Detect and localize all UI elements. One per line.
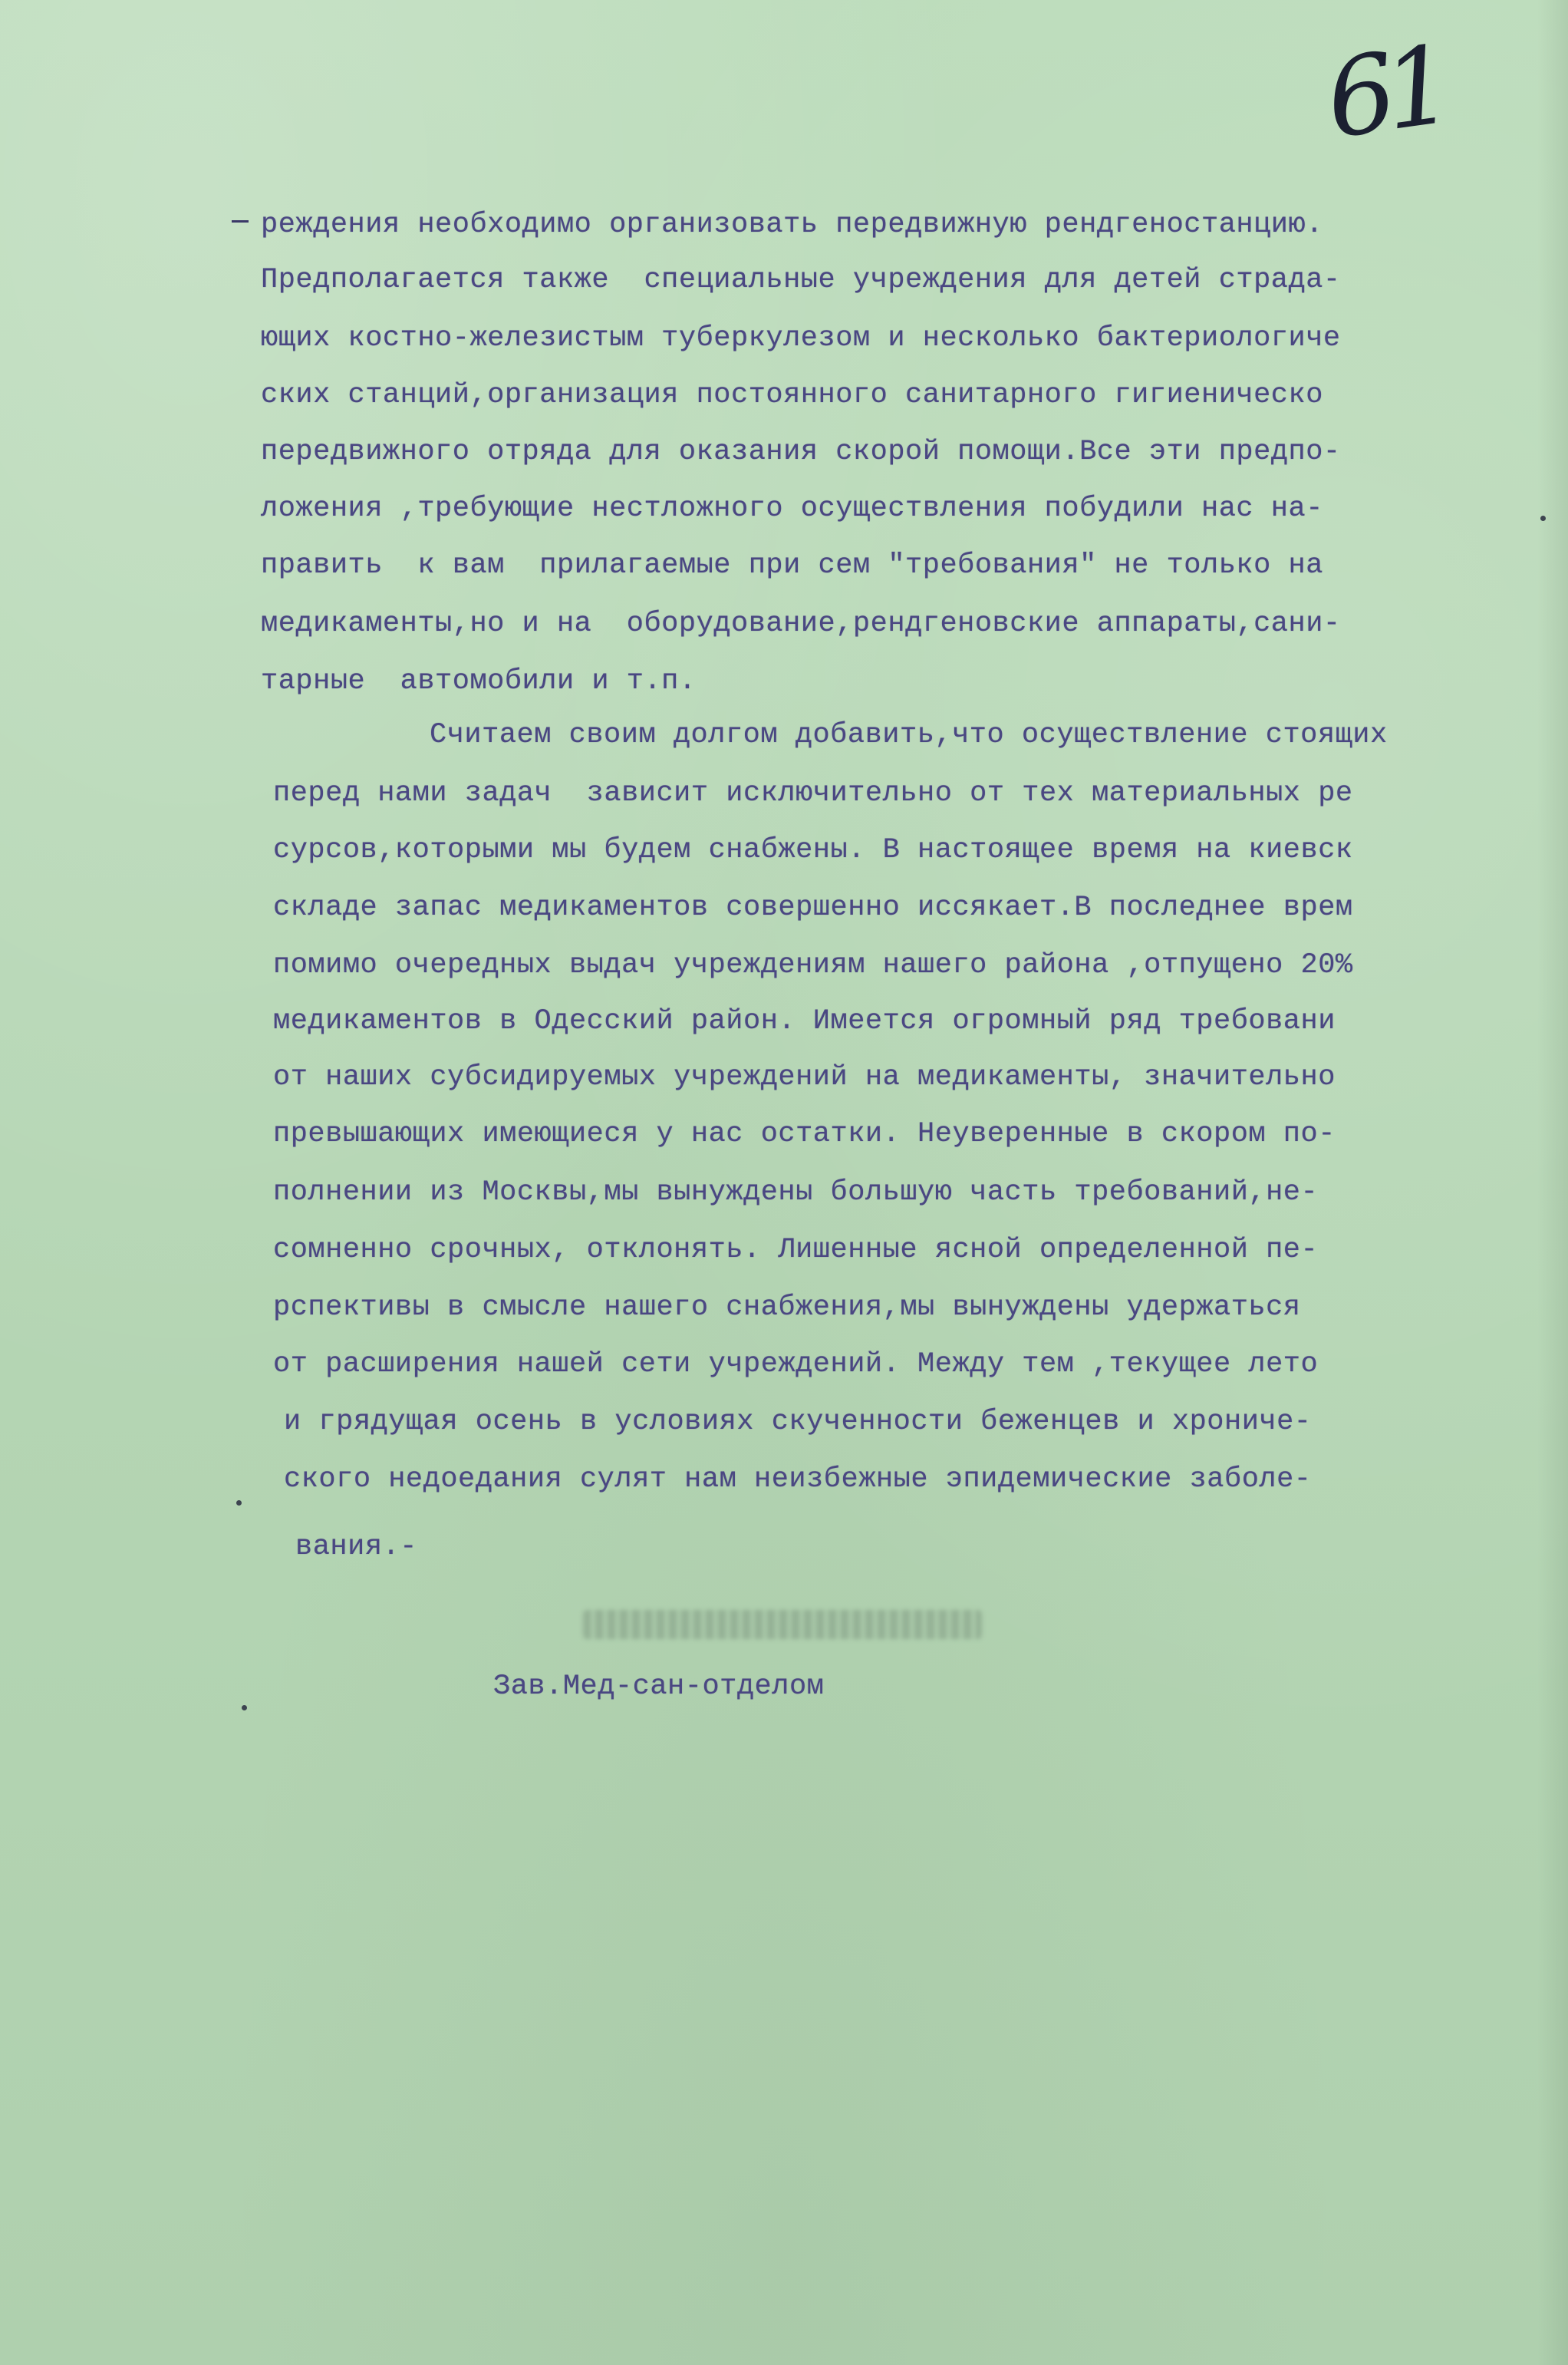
body-text-line: ских станций,организация постоянного санитарного гигиеническо <box>261 379 1323 411</box>
body-text-line: ского недоедания сулят нам неизбежные эпидемические заболе- <box>284 1463 1312 1496</box>
body-text-line: перед нами задач зависит исключительно от тех материальных ре <box>273 777 1353 810</box>
signature-line: Зав.Мед-сан-отделом <box>493 1671 825 1703</box>
body-text-line: и грядущая осень в условиях скученности беженцев и хрониче- <box>284 1406 1312 1438</box>
body-text-line: помимо очередных выдач учреждениям нашего района ,отпущено 20% <box>273 949 1353 981</box>
body-text-line: сурсов,которыми мы будем снабжены. В настоящее время на киевск <box>273 834 1353 866</box>
body-text-line: передвижного отряда для оказания скорой помощи.Все эти предпо- <box>261 436 1341 468</box>
body-text-line: от расширения нашей сети учреждений. Между тем ,текущее лето <box>273 1348 1319 1380</box>
body-text-line: превышающих имеющиеся у нас остатки. Неуверенные в скором по- <box>273 1118 1336 1150</box>
body-text-line: полнении из Москвы,мы вынуждены большую часть требований,не- <box>273 1176 1319 1209</box>
handwritten-page-number: 61 <box>1319 23 1451 163</box>
body-text-line: ющих костно-железистым туберкулезом и несколько бактериологиче <box>261 322 1341 355</box>
paper-fleck <box>1540 516 1546 521</box>
body-text-line: медикаментов в Одесский район. Имеется огромный ряд требовани <box>273 1005 1336 1037</box>
body-text-line: вания.- <box>295 1531 417 1563</box>
paper-fleck <box>236 1500 242 1506</box>
body-text-line: тарные автомобили и т.п. <box>261 665 697 698</box>
body-text-line: ложения ,требующие нестложного осуществления побудили нас на- <box>261 493 1323 525</box>
body-text-line: реждения необходимо организовать передвижную рендгеностанцию. <box>261 209 1323 241</box>
body-text-line: медикаменты,но и на оборудование,рендгеновские аппараты,сани- <box>261 608 1341 640</box>
body-text-line: от наших субсидируемых учреждений на медикаменты, значительно <box>273 1061 1336 1093</box>
body-text-line: Предполагается также специальные учреждения для детей страда- <box>261 264 1341 296</box>
body-text-line: складе запас медикаментов совершенно иссякает.В последнее врем <box>273 892 1353 924</box>
body-text-line: рспективы в смысле нашего снабжения,мы вынуждены удержаться <box>273 1291 1301 1324</box>
body-text-line: Считаем своим долгом добавить,что осуществление стоящих <box>430 719 1388 751</box>
margin-dash-mark <box>232 220 249 223</box>
faint-stamp-mark <box>583 1610 982 1639</box>
paper-fleck <box>242 1705 247 1710</box>
page-edge-shadow <box>1537 0 1568 2365</box>
body-text-line: сомненно срочных, отклонять. Лишенные ясной определенной пе- <box>273 1234 1319 1266</box>
body-text-line: править к вам прилагаемые при сем "требования" не только на <box>261 549 1323 582</box>
